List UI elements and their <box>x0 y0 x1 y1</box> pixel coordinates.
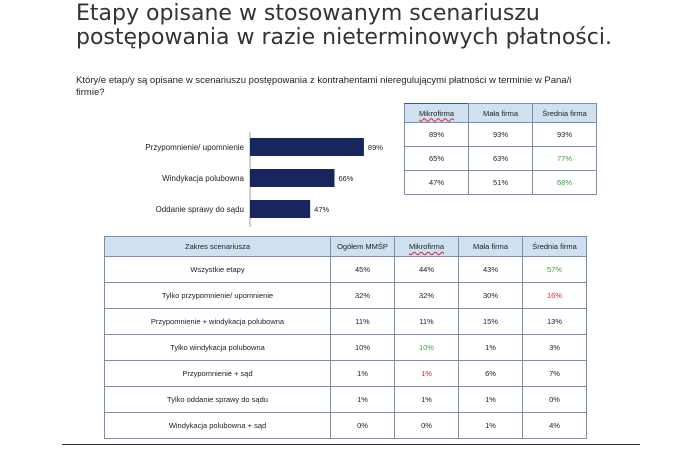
table-cell: 1% <box>331 361 395 387</box>
header-scope: Zakres scenariusza <box>105 237 331 257</box>
table-cell: 43% <box>459 257 523 283</box>
row-label: Przypomnienie + windykacja polubowna <box>105 309 331 335</box>
bar-value-label: 66% <box>338 174 354 183</box>
table-cell: 7% <box>523 361 587 387</box>
table-row <box>105 335 587 361</box>
bar <box>250 200 310 218</box>
segment-header-micro: Mikrofirma <box>405 104 469 123</box>
scenario-header-row <box>105 237 587 257</box>
table-cell: 3% <box>523 335 587 361</box>
table-cell: 57% <box>523 257 587 283</box>
segment-cell: 93% <box>469 123 533 147</box>
table-row <box>105 413 587 439</box>
table-row <box>105 257 587 283</box>
table-cell: 6% <box>459 361 523 387</box>
segment-row <box>405 123 597 147</box>
segment-cell: 51% <box>469 171 533 195</box>
table-cell: 1% <box>459 335 523 361</box>
table-cell: 11% <box>331 309 395 335</box>
table-row <box>105 309 587 335</box>
row-label: Tylko windykacja polubowna <box>105 335 331 361</box>
bar-value-label: 47% <box>314 205 330 214</box>
category-label: Windykacja polubowna <box>162 174 244 183</box>
segment-header-medium: Średnia firma <box>533 104 597 123</box>
segment-row <box>405 171 597 195</box>
table-cell: 10% <box>331 335 395 361</box>
table-cell: 44% <box>395 257 459 283</box>
table-row <box>105 283 587 309</box>
segment-row <box>405 147 597 171</box>
table-cell: 0% <box>395 413 459 439</box>
row-label: Wszystkie etapy <box>105 257 331 283</box>
header-medium: Średnia firma <box>523 237 587 257</box>
category-label: Oddanie sprawy do sądu <box>155 205 244 214</box>
table-cell: 4% <box>523 413 587 439</box>
segment-cell: 63% <box>469 147 533 171</box>
row-label: Tylko przypomnienie/ upomnienie <box>105 283 331 309</box>
table-cell: 1% <box>331 387 395 413</box>
table-cell: 16% <box>523 283 587 309</box>
table-cell: 1% <box>395 361 459 387</box>
table-cell: 1% <box>395 387 459 413</box>
table-cell: 30% <box>459 283 523 309</box>
segment-header-small: Mała firma <box>469 104 533 123</box>
segment-cell: 89% <box>405 123 469 147</box>
table-cell: 45% <box>331 257 395 283</box>
segment-table <box>404 103 597 195</box>
bar <box>250 169 334 187</box>
table-cell: 0% <box>523 387 587 413</box>
table-cell: 1% <box>459 387 523 413</box>
row-label: Przypomnienie + sąd <box>105 361 331 387</box>
page-title: Etapy opisane w stosowanym scenariuszu postępowania w razie nieterminowych płatności. <box>76 1 612 50</box>
table-cell: 0% <box>331 413 395 439</box>
table-cell: 32% <box>331 283 395 309</box>
row-label: Windykacja polubowna + sąd <box>105 413 331 439</box>
table-row <box>105 387 587 413</box>
bar <box>250 138 364 156</box>
segment-cell: 77% <box>533 147 597 171</box>
table-cell: 15% <box>459 309 523 335</box>
header-small: Mała firma <box>459 237 523 257</box>
row-label: Tylko oddanie sprawy do sądu <box>105 387 331 413</box>
segment-cell: 93% <box>533 123 597 147</box>
bar-chart <box>100 132 406 227</box>
scenario-table <box>104 236 587 439</box>
header-micro: Mikrofirma <box>395 237 459 257</box>
segment-cell: 68% <box>533 171 597 195</box>
segment-cell: 65% <box>405 147 469 171</box>
bottom-divider <box>62 444 640 445</box>
table-cell: 10% <box>395 335 459 361</box>
survey-question: Który/e etap/y są opisane w scenariuszu postępowania z kontrahentami nieregulującymi płatności w terminie w Pana/i firmie? <box>76 75 572 98</box>
table-cell: 11% <box>395 309 459 335</box>
category-label: Przypomnienie/ upomnienie <box>145 143 244 152</box>
table-cell: 13% <box>523 309 587 335</box>
header-total: Ogółem MMŚP <box>331 237 395 257</box>
table-cell: 32% <box>395 283 459 309</box>
table-row <box>105 361 587 387</box>
table-cell: 1% <box>459 413 523 439</box>
segment-cell: 47% <box>405 171 469 195</box>
bar-value-label: 89% <box>367 143 383 152</box>
